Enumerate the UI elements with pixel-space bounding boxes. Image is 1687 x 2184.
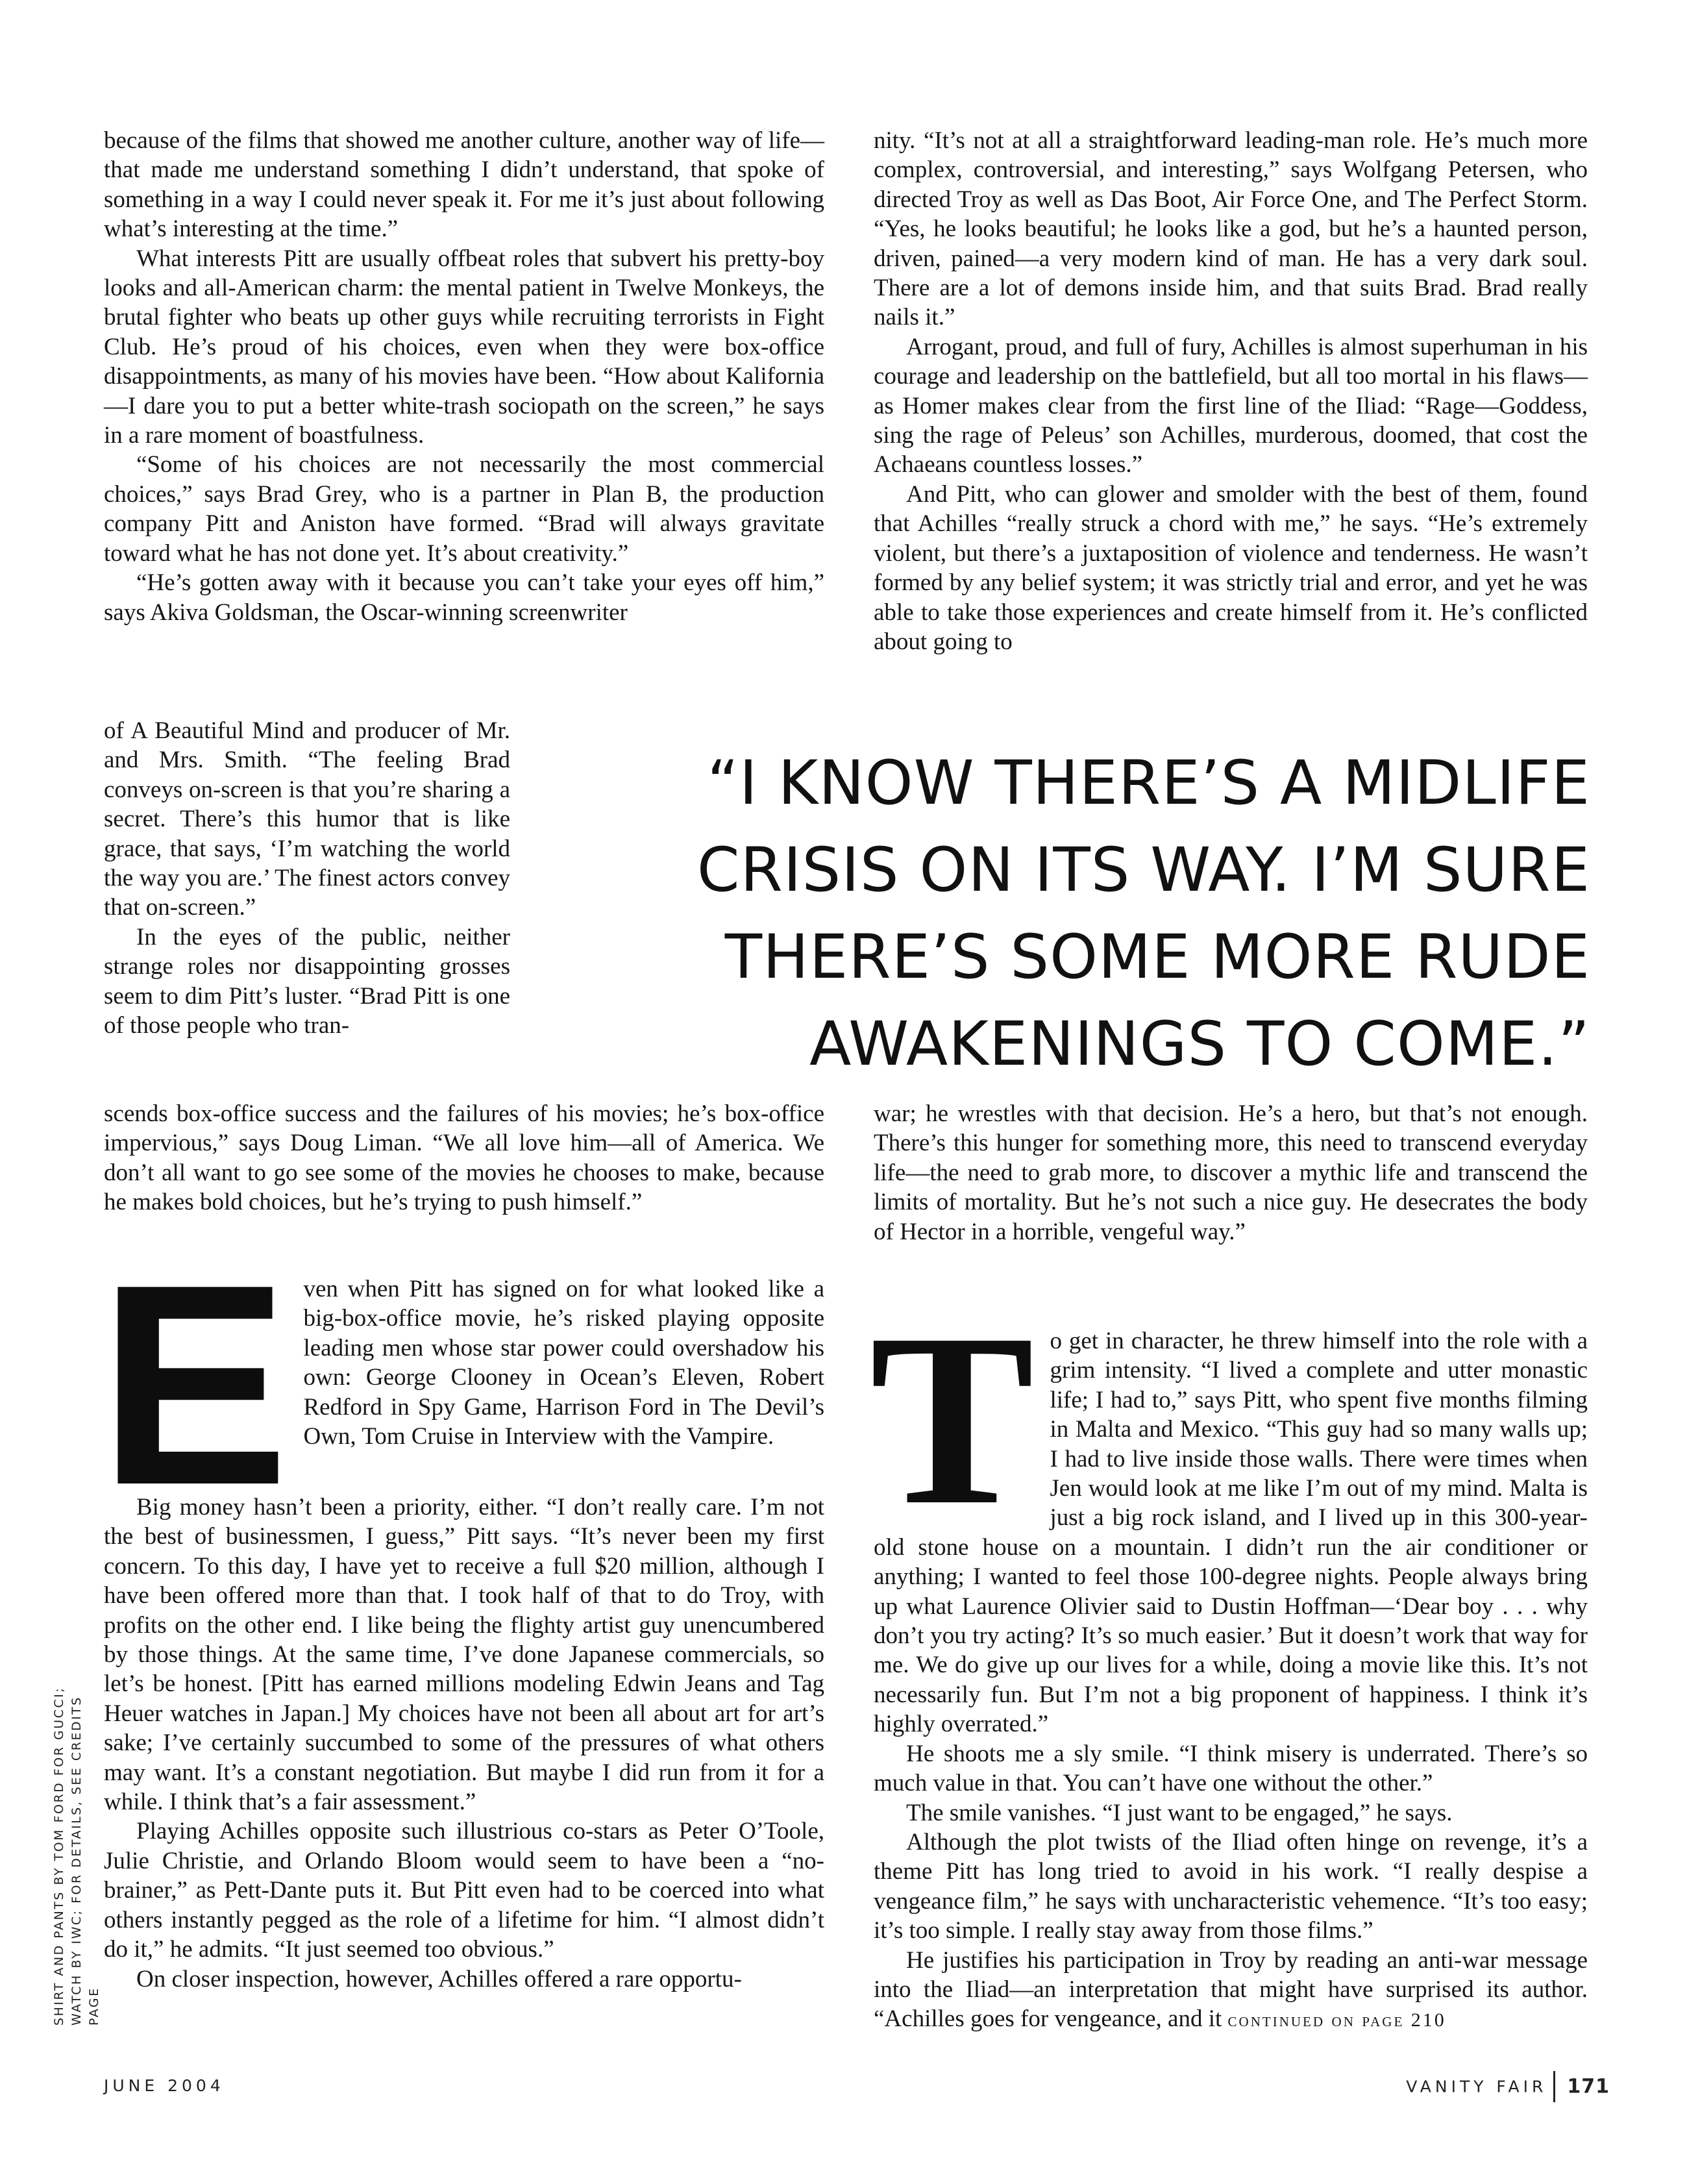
paragraph: Playing Achilles opposite such illustrious co-stars as Peter O’Toole, Julie Christie, and Orlando Bloom would seem to have been a “no-brainer,” as Pett-Dante puts it. But Pitt even had to be coerced into what others instantly pegged as the role of a lifetime for him. “I almost didn’t do it,” he admits. “It just seemed too obvious.” [104,1818,824,1963]
paragraph: In the eyes of the public, neither strange roles nor disappointing grosses seem to dim Pitt’s luster. “Brad Pitt is one of those people who tran- [104,923,510,1039]
paragraph: He shoots me a sly smile. “I think misery is underrated. There’s so much value in that. You can’t have one without the other.” [874,1740,1588,1797]
column-1-top [104,126,824,627]
column-1-after [104,1099,824,1217]
paragraph-text: He justifies his participation in Troy by reading an anti-war message into the Iliad—an interpretation that might have surprised its author. “Achilles goes for vengeance, and it [874,1946,1588,2033]
photo-credits [51,1662,103,2026]
paragraph: The smile vanishes. “I just want to be engaged,” he says. [906,1799,1453,1826]
paragraph: nity. “It’s not at all a straightforward leading-man role. He’s much more complex, controversial, and interesting,” says Wolfgang Petersen, who directed Troy as well as Das Boot, Air Force One, and The Perfect Storm. “Yes, he looks beautiful; he looks like a god, but he’s a haunted person, driven, pained—a very modern kind of man. He has a very dark soul. There are a lot of demons inside him, and that suits Brad. Brad really nails it.” [874,127,1588,331]
paragraph: On closer inspection, however, Achilles offered a rare opportu- [136,1965,742,1992]
page-number: 171 [1567,2075,1610,2098]
paragraph [874,1946,1588,2035]
column-1-narrow [104,716,510,1040]
paragraph: And Pitt, who can glower and smolder with the best of them, found that Achilles “really struck a chord with me,” he says. “He’s extremely violent, but there’s a juxtaposition of violence and tenderness. He wasn’t formed by any belief system; it was strictly trial and error, and yet he was able to take those experiences and create himself from it. He’s conflicted about going to [874,480,1588,655]
pull-quote: “I KNOW THERE’S A MIDLIFE CRISIS ON ITS WAY. I’M SURE THERE’S SOME MORE RUDE AWAKENINGS TO COME.” [696,748,1590,1080]
column-1-section-2 [99,1226,824,1994]
magazine-name: VANITY FAIR [1406,2077,1547,2096]
drop-cap-t: T [870,1283,1035,1556]
paragraph: because of the films that showed me another culture, another way of life—that made me understand something I didn’t understand, that spoke of something in a way I could never speak it. For me it’s just about following what’s interesting at the time.” [104,127,824,243]
paragraph: “He’s gotten away with it because you can’t take your eyes off him,” says Akiva Goldsman, the Oscar-winning screenwriter [104,569,824,626]
issue-date: JUNE 2004 [104,2076,225,2095]
paragraph: ven when Pitt has signed on for what looked like a big-box-office movie, he’s risked playing opposite leading men whose star power could overshadow his own: George Clooney in Ocean’s Eleven, Robert Redford in Spy Game, Harrison Ford in The Devil’s Own, Tom Cruise in Interview with the Vampire. [303,1276,824,1450]
paragraph: What interests Pitt are usually offbeat roles that subvert his pretty-boy looks and all-American charm: the mental patient in Twelve Monkeys, the brutal fighter who beats up other guys while recruiting terrorists in Fight Club. He’s proud of his choices, even when they were box-office disappointments, as many of his movies have been. “How about Kalifornia—I dare you to put a better white-trash sociopath on the screen,” he says in a rare moment of boastfulness. [104,245,824,449]
paragraph: Arrogant, proud, and full of fury, Achilles is almost superhuman in his courage and leadership on the battlefield, but all too mortal in his flaws—as Homer makes clear from the first line of the Iliad: “Rage—Goddess, sing the rage of Peleus’ son Achilles, murderous, doomed, that cost the Achaeans countless losses.” [874,333,1588,478]
paragraph: “Some of his choices are not necessarily the most commercial choices,” says Brad Grey, who is a partner in Plan B, the production company Pitt and Aniston have formed. “Brad will always gravitate toward what he has not done yet. It’s about creativity.” [104,451,824,567]
drop-cap-e: E [99,1226,289,1545]
column-2-after [874,1099,1588,1247]
continued-notice: continued on page 210 [1227,2009,1446,2031]
folio-divider [1553,2071,1555,2102]
column-2-top [874,126,1588,656]
paragraph: Big money hasn’t been a priority, either. “I don’t really care. I’m not the best of businessmen, I guess,” Pitt says. “It’s never been my first concern. To this day, I have yet to receive a full $20 million, although I have been offered more than that. I took half of that to do Troy, with profits on the other end. I like being the flighty artist guy unencumbered by those things. At the same time, I’ve done Japanese commercials, so let’s be honest. [Pitt has earned millions modeling Edwin Jeans and Tag Heuer watches in Japan.] My choices have not been all about art for art’s sake; I’ve certainly succumbed to some of the pressures of what others may want. It’s a constant negotiation. But maybe I did run from it for a while. I think that’s a fair assessment.” [104,1494,824,1816]
paragraph: Although the plot twists of the Iliad often hinge on revenge, it’s a theme Pitt has long tried to avoid in his work. “I really despise a vengeance film,” he says with uncharacteristic vehemence. “It’s too easy; it’s too simple. I really stay away from those films.” [874,1828,1588,1944]
folio [1363,2071,1610,2102]
paragraph: scends box-office success and the failures of his movies; he’s box-office impervious,” says Doug Liman. “We all love him—all of America. We don’t all want to go see some of the movies he chooses to make, because he makes bold choices, but he’s trying to push himself.” [104,1100,824,1216]
paragraph: war; he wrestles with that decision. He’s a hero, but that’s not enough. There’s this hunger for something more, this need to transcend everyday life—the need to grab more, to discover a mythic life and transcend the limits of mortality. But he’s not such a nice guy. He desecrates the body of Hector in a horrible, vengeful way.” [874,1100,1588,1245]
paragraph: of A Beautiful Mind and producer of Mr. and Mrs. Smith. “The feeling Brad conveys on-screen is that you’re sharing a secret. There’s this humor that is like grace, that says, ‘I’m watching the world the way you are.’ The finest actors convey that on-screen.” [104,717,510,921]
column-2-section-2 [870,1283,1588,2035]
paragraph: o get in character, he threw himself into the role with a grim intensity. “I lived a complete and utter monastic life; I had to,” says Pitt, who spent five months filming in Malta and Mexico. “This guy had so many walls up; I had to live inside those walls. There were times when Jen would look at me like I’m out of my mind. Malta is just a big rock island, and I lived up in this 300-year-old stone house on a mountain. I didn’t run the air conditioner or anything; I wanted to feel those 100-degree nights. People always bring up what Laurence Olivier said to Dustin Hoffman—‘Dear boy . . . why don’t you try acting? It’s so much easier.’ But it doesn’t work that way for me. We do give up our lives for a while, doing a movie like this. It’s not necessarily fun. But I’m not a big proponent of happiness. I think it’s highly overrated.” [874,1328,1588,1738]
credits-line-1: SHIRT AND PANTS BY TOM FORD FOR GUCCI; [52,1686,66,2026]
credits-line-2: WATCH BY IWC; FOR DETAILS, SEE CREDITS PAGE [69,1696,101,2026]
